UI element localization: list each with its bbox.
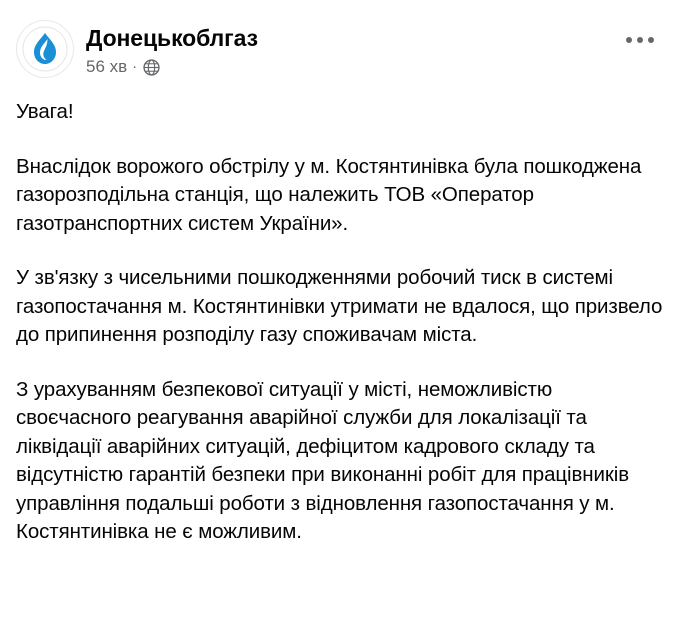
post-paragraph: З урахуванням безпекової ситуації у місті, неможливістю своєчасного реагування аварійної служби для локалізації та ліквідації аварійних ситуацій, дефіцитом кадрового складу та відсутністю гарантій безпеки при виконанні робіт для працівників управління подальші роботи з відновлення газопостачання у м. Костянтинівка не є можливим.	[16, 377, 629, 543]
globe-icon[interactable]	[142, 58, 161, 77]
more-dot	[637, 37, 643, 43]
more-dot	[626, 37, 632, 43]
post-header	[16, 16, 664, 78]
page-name[interactable]: Донецькоблгаз	[86, 25, 258, 51]
post-body	[16, 98, 664, 547]
avatar[interactable]	[16, 20, 74, 78]
meta-separator: ·	[132, 58, 138, 75]
post-paragraph: Внаслідок ворожого обстрілу у м. Костянтинівка була пошкоджена газорозподільна станція, що належить ТОВ «Оператор газотранспортних систем України».	[16, 154, 642, 235]
post-header-text	[86, 20, 258, 77]
post-paragraph: У зв'язку з чисельними пошкодженнями робочий тиск в системі газопостачання м. Костянтинівки утримати не вдалося, що призвело до припинення розподілу газу споживачам міста.	[16, 266, 663, 346]
post-paragraph: Увага!	[16, 100, 74, 123]
post-timestamp[interactable]: 56 хв	[86, 57, 128, 76]
post-meta	[86, 57, 258, 77]
flame-logo-icon	[22, 26, 68, 72]
more-dot	[648, 37, 654, 43]
more-options-icon[interactable]	[620, 26, 660, 54]
